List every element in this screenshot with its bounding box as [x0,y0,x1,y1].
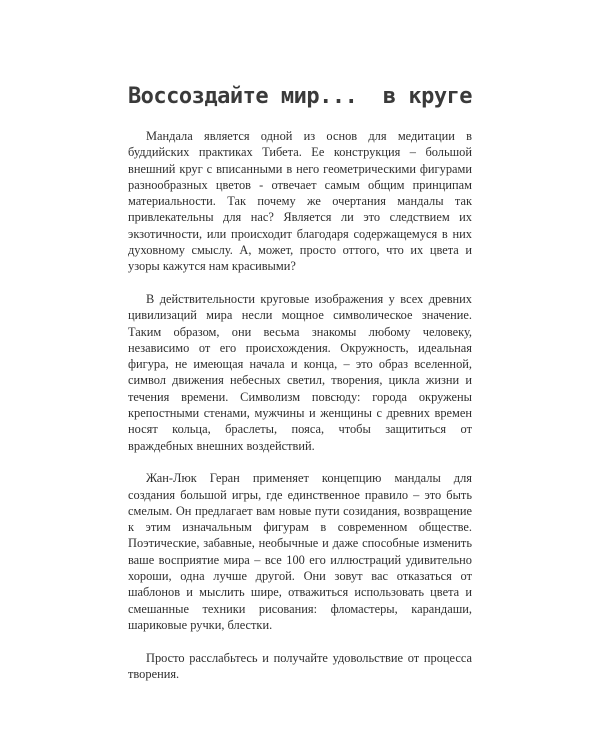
paragraph-1: Мандала является одной из основ для медитации в буддийских практиках Тибета. Ее конструкция – большой внешний круг с вписанными в него геометрическими фигурами разнообразных цветов - отвечает самым общим принципам материальности. Так почему же очертания мандалы так привлекательны для нас? Является ли это следствием их экзотичности, или происходит благодаря содержащемуся в них духовному смыслу. А, может, просто оттого, что их цвета и узоры кажутся нам красивыми? [128,129,472,274]
paragraph-3: Жан-Люк Геран применяет концепцию мандалы для создания большой игры, где единственное правило – это быть смелым. Он предлагает вам новые пути созидания, возвращение к этим изначальным фигурам в современном обществе. Поэтические, забавные, необычные и даже способные изменить ваше восприятие мира – все 100 его иллюстраций удивительно хороши, одна лучше другой. Они зовут вас отказаться от шаблонов и мыслить шире, отважиться использовать цвета и смешанные техники рисования: фломастеры, карандаши, шариковые ручки, блестки. [128,471,472,632]
body-text [128,128,472,682]
paragraph-4: Просто расслабьтесь и получайте удовольствие от процесса творения. [128,650,472,681]
paragraph-2: В действительности круговые изображения у всех древних цивилизаций мира несли мощное символическое значение. Таким образом, они весьма знакомы любому человеку, независимо от его происхождения. Окружность, идеальная фигура, не имеющая начала и конца, – это образ вселенной, символ движения небесных светил, творения, цикла жизни и течения времени. Символизм повсюду: города окружены крепостными стенами, мужчины и женщины с древних времен носят кольца, браслеты, пояса, чтобы защититься от враждебных внешних воздействий. [128,291,472,453]
page-title: Воссоздайте мир... в круге [127,84,473,109]
